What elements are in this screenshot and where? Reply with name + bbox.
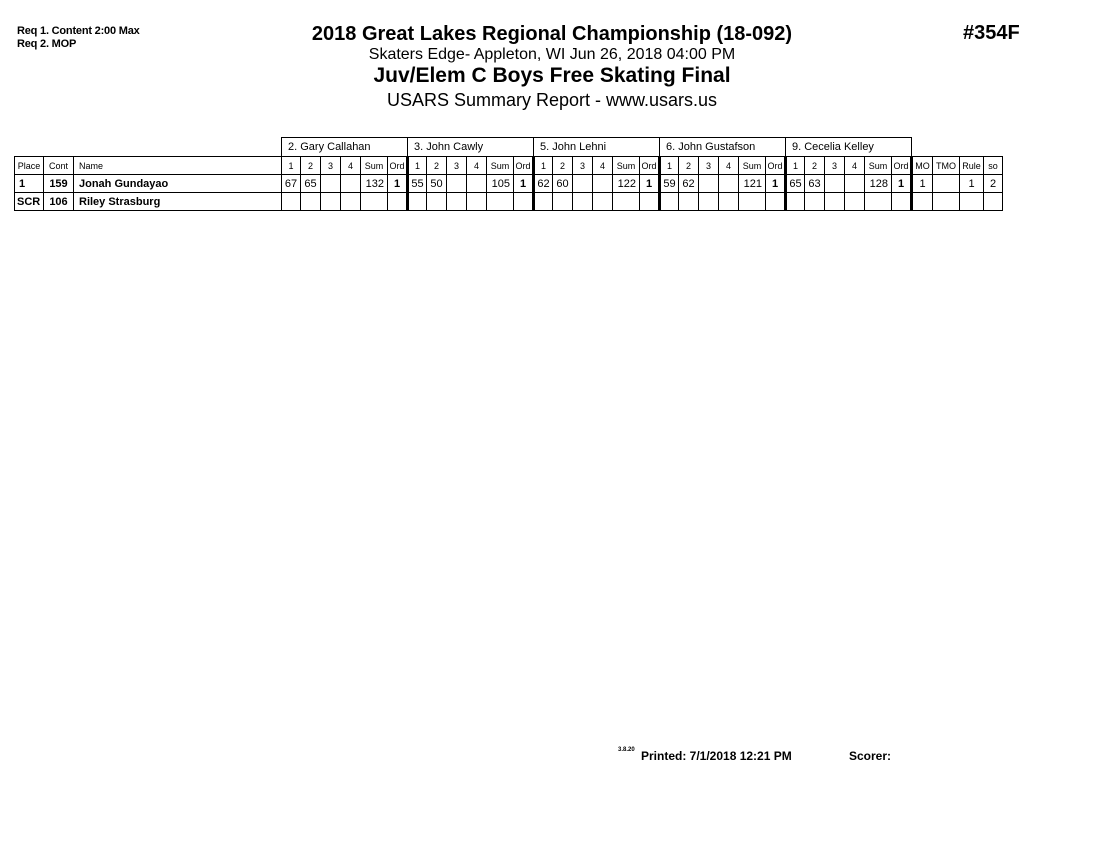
col-sum: Sum	[613, 157, 640, 175]
score-cell	[786, 193, 805, 211]
score-cell: 65	[786, 175, 805, 193]
score-cell	[719, 175, 739, 193]
venue-date: Skaters Edge- Appleton, WI Jun 26, 2018 04:00 PM	[368, 46, 736, 63]
score-cell	[845, 193, 865, 211]
requirement-1: Req 1. Content 2:00 Max	[17, 25, 140, 37]
score-cell	[467, 193, 487, 211]
col-score-4: 4	[845, 157, 865, 175]
tmo-cell	[933, 193, 960, 211]
place-cell: SCR	[15, 193, 44, 211]
judge-name: 3. John Cawly	[408, 138, 534, 157]
score-cell	[427, 193, 447, 211]
col-so: so	[984, 157, 1003, 175]
col-score-4: 4	[341, 157, 361, 175]
event-title: Juv/Elem C Boys Free Skating Final	[373, 64, 731, 87]
col-ord: Ord	[514, 157, 534, 175]
rule-cell: 1	[960, 175, 984, 193]
score-cell	[341, 193, 361, 211]
sum-cell: 128	[865, 175, 892, 193]
col-score-1: 1	[786, 157, 805, 175]
score-cell	[679, 193, 699, 211]
score-cell	[282, 193, 301, 211]
col-sum: Sum	[361, 157, 388, 175]
score-cell	[805, 193, 825, 211]
score-cell	[341, 175, 361, 193]
col-score-2: 2	[427, 157, 447, 175]
sum-cell: 105	[487, 175, 514, 193]
cont-cell: 159	[44, 175, 74, 193]
col-sum: Sum	[739, 157, 766, 175]
score-cell	[845, 175, 865, 193]
col-score-2: 2	[553, 157, 573, 175]
judge-header-row	[15, 138, 1003, 157]
ord-cell: 1	[892, 175, 912, 193]
score-cell: 50	[427, 175, 447, 193]
judge-name: 9. Cecelia Kelley	[786, 138, 912, 157]
so-cell: 2	[984, 175, 1003, 193]
score-cell: 55	[408, 175, 427, 193]
column-header-row	[15, 157, 1003, 175]
score-cell: 62	[679, 175, 699, 193]
col-score-4: 4	[719, 157, 739, 175]
ord-cell	[388, 193, 408, 211]
col-rule: Rule	[960, 157, 984, 175]
col-score-4: 4	[593, 157, 613, 175]
blank-cell	[912, 138, 1003, 157]
score-cell	[593, 193, 613, 211]
col-score-2: 2	[805, 157, 825, 175]
col-score-1: 1	[534, 157, 553, 175]
col-sum: Sum	[865, 157, 892, 175]
score-cell	[699, 175, 719, 193]
skater-name: Jonah Gundayao	[74, 175, 282, 193]
skater-name: Riley Strasburg	[74, 193, 282, 211]
judge-name: 2. Gary Callahan	[282, 138, 408, 157]
score-cell: 63	[805, 175, 825, 193]
col-cont: Cont	[44, 157, 74, 175]
ord-cell: 1	[388, 175, 408, 193]
score-cell	[467, 175, 487, 193]
mo-cell: 1	[912, 175, 933, 193]
ord-cell: 1	[514, 175, 534, 193]
scorer-label: Scorer:	[849, 749, 892, 763]
score-cell	[408, 193, 427, 211]
score-cell: 59	[660, 175, 679, 193]
sum-cell	[865, 193, 892, 211]
sum-cell	[739, 193, 766, 211]
mo-cell	[912, 193, 933, 211]
report-title: USARS Summary Report - www.usars.us	[386, 90, 718, 110]
col-name: Name	[74, 157, 282, 175]
results-table	[14, 137, 1003, 211]
score-cell	[699, 193, 719, 211]
so-cell	[984, 193, 1003, 211]
score-cell	[593, 175, 613, 193]
rule-cell	[960, 193, 984, 211]
score-cell	[301, 193, 321, 211]
sum-cell	[487, 193, 514, 211]
sum-cell	[361, 193, 388, 211]
ord-cell	[766, 193, 786, 211]
competition-title: 2018 Great Lakes Regional Championship (18-092)	[311, 23, 793, 45]
col-score-3: 3	[573, 157, 593, 175]
blank-cell	[15, 138, 282, 157]
col-place: Place	[15, 157, 44, 175]
col-score-1: 1	[282, 157, 301, 175]
score-cell	[660, 193, 679, 211]
cont-cell: 106	[44, 193, 74, 211]
score-cell	[825, 193, 845, 211]
score-cell	[447, 193, 467, 211]
software-version: 3.8.20	[618, 747, 635, 753]
col-ord: Ord	[892, 157, 912, 175]
ord-cell	[892, 193, 912, 211]
score-cell	[553, 193, 573, 211]
score-cell: 67	[282, 175, 301, 193]
score-cell	[534, 193, 553, 211]
requirement-2: Req 2. MOP	[17, 38, 77, 50]
col-score-4: 4	[467, 157, 487, 175]
score-cell: 65	[301, 175, 321, 193]
col-score-3: 3	[447, 157, 467, 175]
col-score-1: 1	[408, 157, 427, 175]
place-cell: 1	[15, 175, 44, 193]
sum-cell: 132	[361, 175, 388, 193]
score-cell: 62	[534, 175, 553, 193]
col-sum: Sum	[487, 157, 514, 175]
col-ord: Ord	[640, 157, 660, 175]
printed-timestamp: Printed: 7/1/2018 12:21 PM	[641, 749, 792, 763]
judge-name: 5. John Lehni	[534, 138, 660, 157]
sum-cell	[613, 193, 640, 211]
col-score-2: 2	[301, 157, 321, 175]
ord-cell	[640, 193, 660, 211]
col-score-1: 1	[660, 157, 679, 175]
col-ord: Ord	[766, 157, 786, 175]
score-cell	[573, 175, 593, 193]
table-row	[15, 175, 1003, 193]
col-score-2: 2	[679, 157, 699, 175]
judge-name: 6. John Gustafson	[660, 138, 786, 157]
event-number: #354F	[963, 22, 1020, 44]
col-tmo: TMO	[933, 157, 960, 175]
ord-cell	[514, 193, 534, 211]
ord-cell: 1	[766, 175, 786, 193]
score-cell	[825, 175, 845, 193]
score-cell	[573, 193, 593, 211]
score-cell	[719, 193, 739, 211]
table-row	[15, 193, 1003, 211]
score-cell	[321, 175, 341, 193]
col-score-3: 3	[699, 157, 719, 175]
score-cell: 60	[553, 175, 573, 193]
tmo-cell	[933, 175, 960, 193]
col-score-3: 3	[825, 157, 845, 175]
score-cell	[447, 175, 467, 193]
col-ord: Ord	[388, 157, 408, 175]
sum-cell: 121	[739, 175, 766, 193]
col-mo: MO	[912, 157, 933, 175]
sum-cell: 122	[613, 175, 640, 193]
score-cell	[321, 193, 341, 211]
ord-cell: 1	[640, 175, 660, 193]
col-score-3: 3	[321, 157, 341, 175]
